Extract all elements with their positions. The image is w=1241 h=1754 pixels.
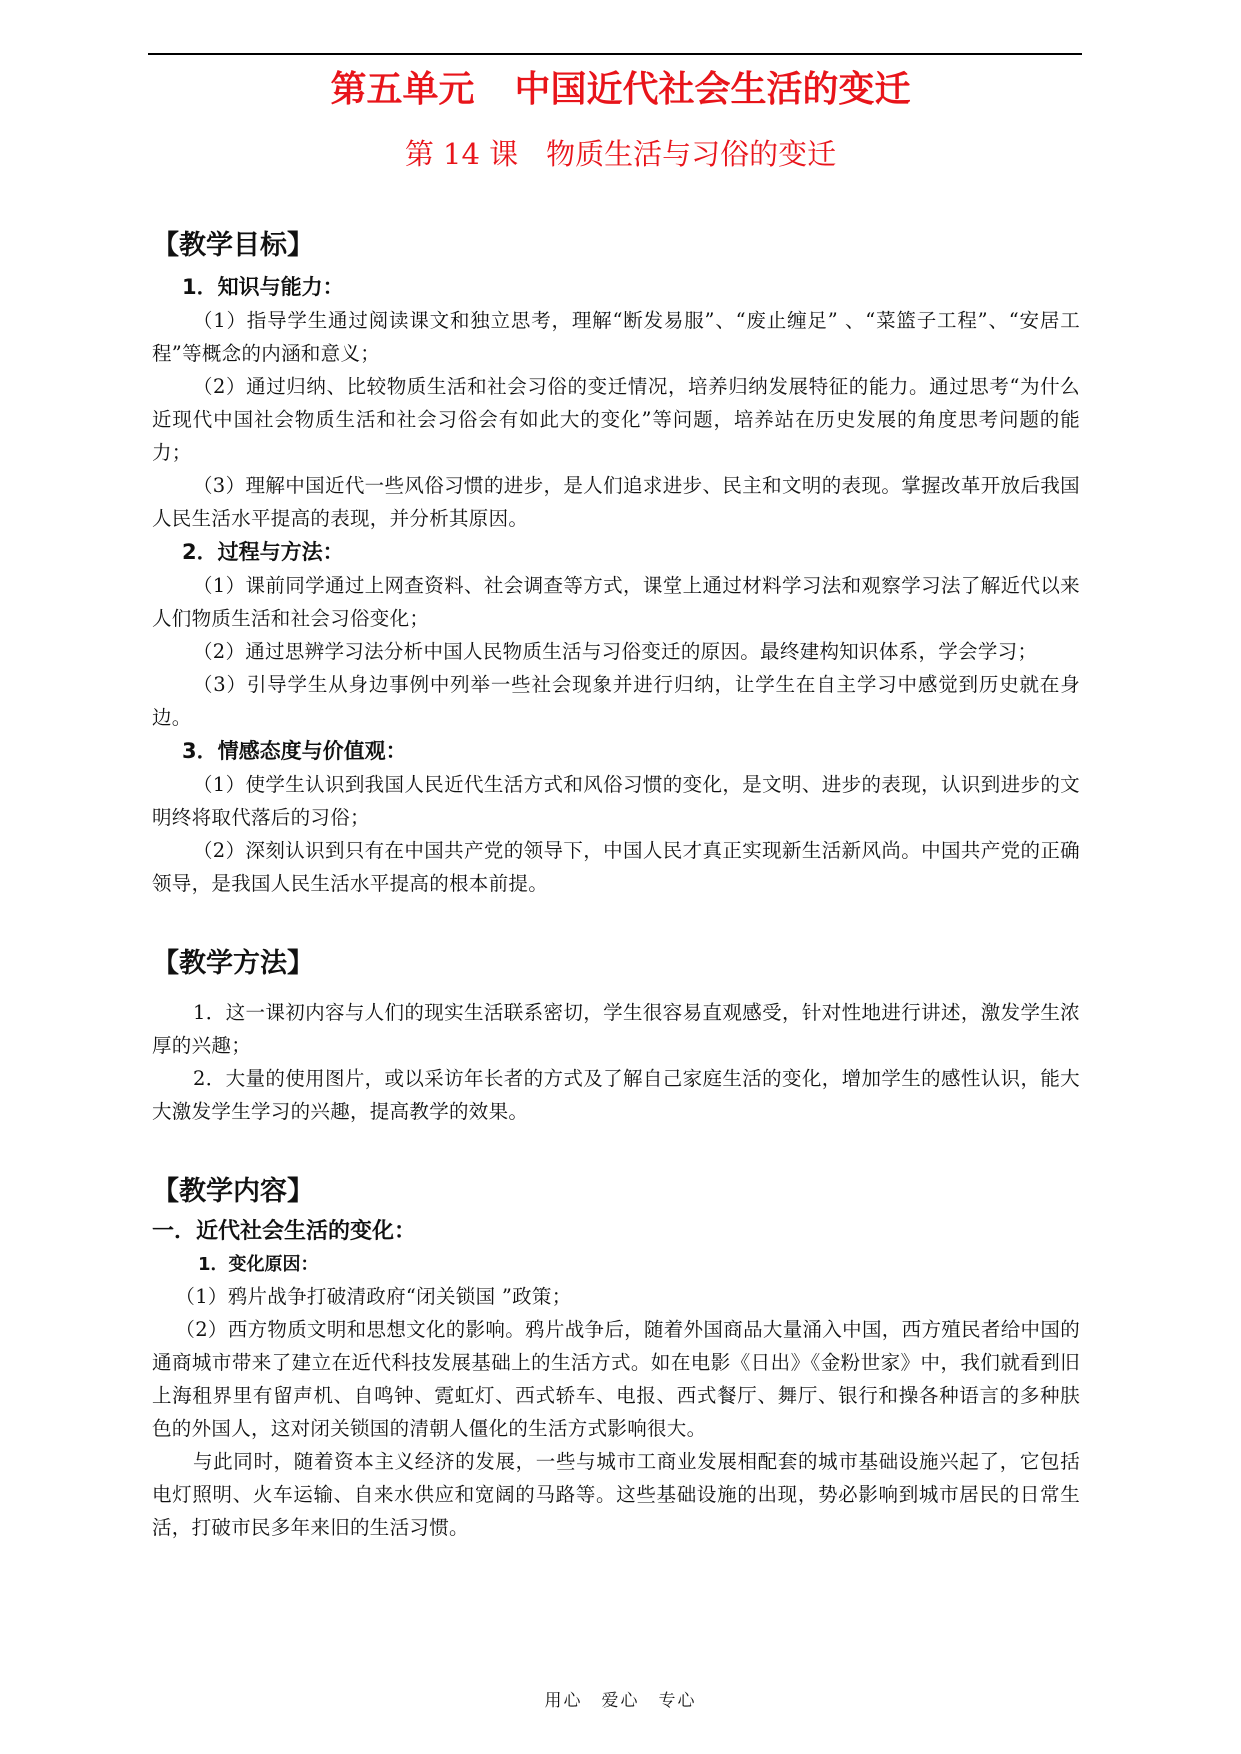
- values-item-2: （2）深刻认识到只有在中国共产党的领导下，中国人民才真正实现新生活新风尚。中国共产党的正确领导，是我国人民生活水平提高的根本前提。: [152, 839, 1080, 895]
- lesson-title: [0, 132, 1241, 176]
- knowledge-heading: 1．知识与能力：: [182, 275, 344, 299]
- content-item-2: （2）西方物质文明和思想文化的影响。鸦片战争后，随着外国商品大量涌入中国，西方殖民者给中国的通商城市带来了建立在近代科技发展基础上的生活方式。如在电影《日出》《金粉世家》中，我们就看到旧上海租界里有留声机、自鸣钟、霓虹灯、西式轿车、电报、西式餐厅、舞厅、银行和操各种语言的多种肤色的外国人，这对闭关锁国的清朝人僵化的生活方式影响很大。: [152, 1318, 1080, 1440]
- content-item-3: 与此同时，随着资本主义经济的发展，一些与城市工商业发展相配套的城市基础设施兴起了，它包括电灯照明、火车运输、自来水供应和宽阔的马路等。这些基础设施的出现，势必影响到城市居民的日常生活，打破市民多年来旧的生活习惯。: [152, 1450, 1080, 1539]
- objectives-heading: 【教学目标】: [152, 230, 314, 261]
- unit-title: [0, 64, 1241, 116]
- values-item-1: （1）使学生认识到我国人民近代生活方式和风俗习惯的变化，是文明、进步的表现，认识到进步的文明终将取代落后的习俗；: [152, 773, 1080, 829]
- method-item-2: 2．大量的使用图片，或以采访年长者的方式及了解自己家庭生活的变化，增加学生的感性认识，能大大激发学生学习的兴趣，提高教学的效果。: [152, 1067, 1080, 1123]
- page-footer: 用心 爱心 专心: [544, 1691, 697, 1711]
- unit-name: 中国近代社会生活的变迁: [514, 69, 911, 110]
- method-item-1: 1．这一课初内容与人们的现实生活联系密切，学生很容易直观感受，针对性地进行讲述，激发学生浓厚的兴趣；: [152, 1001, 1080, 1057]
- knowledge-item-3: （3）理解中国近代一些风俗习惯的进步，是人们追求进步、民主和文明的表现。掌握改革开放后我国人民生活水平提高的表现，并分析其原因。: [152, 474, 1080, 530]
- knowledge-item-1: （1）指导学生通过阅读课文和独立思考，理解“断发易服”、“废止缠足” 、“菜篮子工程”、“安居工程”等概念的内涵和意义；: [152, 309, 1080, 365]
- cause-heading: 1．变化原因：: [198, 1254, 319, 1275]
- process-item-1: （1）课前同学通过上网查资料、社会调查等方式，课堂上通过材料学习法和观察学习法了解近代以来人们物质生活和社会习俗变化；: [152, 574, 1080, 630]
- process-item-2: （2）通过思辨学习法分析中国人民物质生活与习俗变迁的原因。最终建构知识体系，学会学习；: [192, 640, 1038, 663]
- values-heading: 3．情感态度与价值观：: [182, 739, 407, 763]
- unit-number: 第五单元: [330, 69, 475, 110]
- lesson-name: 物质生活与习俗的变迁: [546, 137, 837, 171]
- knowledge-item-2: （2）通过归纳、比较物质生活和社会习俗的变迁情况，培养归纳发展特征的能力。通过思考“为什么近现代中国社会物质生活和社会习俗会有如此大的变化”等问题，培养站在历史发展的角度思考问题的能力；: [152, 375, 1080, 464]
- process-heading: 2．过程与方法：: [182, 540, 344, 564]
- methods-heading: 【教学方法】: [152, 948, 314, 979]
- process-item-3: （3）引导学生从身边事例中列举一些社会现象并进行归纳，让学生在自主学习中感觉到历史就在身边。: [152, 673, 1080, 729]
- document-body: [152, 224, 1080, 1544]
- part1-heading: 一．近代社会生活的变化：: [152, 1219, 417, 1244]
- header-rule: [148, 53, 1082, 55]
- lesson-number: 第 14 课: [404, 137, 519, 171]
- content-item-1: （1）鸦片战争打破清政府“闭关锁国 ”政策；: [175, 1285, 572, 1308]
- content-heading: 【教学内容】: [152, 1176, 314, 1207]
